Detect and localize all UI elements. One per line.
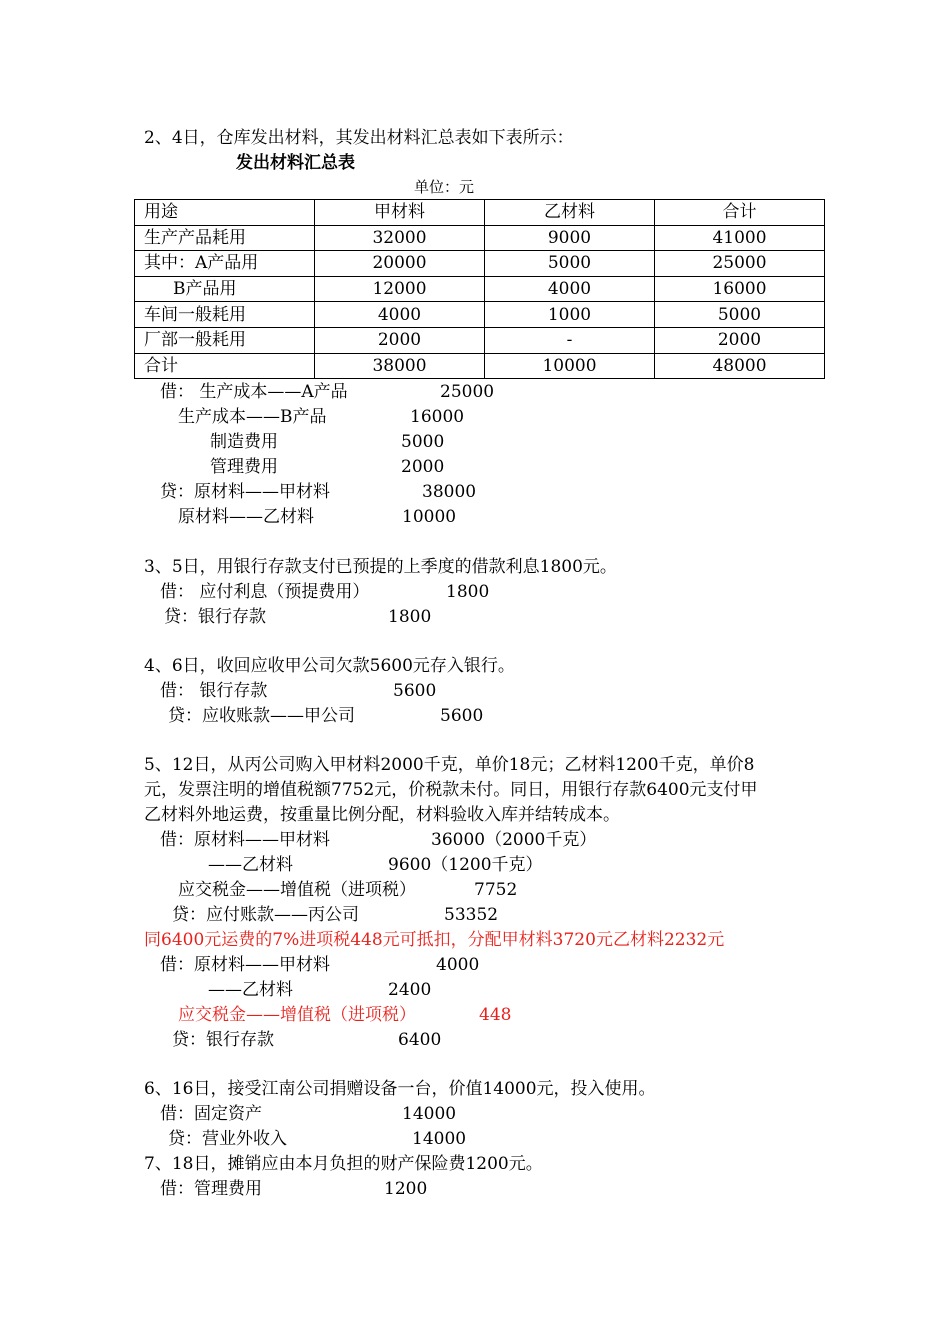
entry-amount: 1800 [388,607,432,627]
entry-amount: 14000 [412,1129,467,1149]
table-cell: 16000 [655,276,825,302]
table-cell: 38000 [315,353,485,379]
table-unit: 单位：元 [414,178,475,196]
table-cell: 2000 [655,327,825,353]
table-cell: 4000 [485,276,655,302]
section5-heading-line: 乙材料外地运费，按重量比例分配，材料验收入库并结转成本。 [144,805,620,825]
table-cell: B产品用 [135,276,315,302]
table-cell: 32000 [315,225,485,251]
entry-amount: 5600 [393,681,437,701]
entry-label: 贷：应付账款——丙公司 [172,905,359,925]
entry-label: 贷：银行存款 [164,607,266,627]
entry-amount: 2000 [401,457,445,477]
entry-label: 借： 应付利息（预提费用） [160,582,370,602]
table-cell: 5000 [655,302,825,328]
header-cell: 甲材料 [315,200,485,226]
entry-amount: 5000 [401,432,445,452]
entry-amount: 5600 [440,706,484,726]
table-row [135,302,825,328]
entry-amount: 6400 [398,1030,442,1050]
table-row [135,225,825,251]
table-cell: 41000 [655,225,825,251]
entry-label: 借： 银行存款 [160,681,268,701]
entry-label: ——乙材料 [208,980,293,1000]
materials-summary-table [134,199,825,379]
entry-amount: 53352 [444,905,499,925]
entry-amount: 16000 [410,407,465,427]
entry-label: 应交税金——增值税（进项税） [178,880,416,900]
entry-label: 借：管理费用 [160,1179,262,1199]
table-row [135,353,825,379]
table-cell: 其中：A产品用 [135,251,315,277]
table-cell: 48000 [655,353,825,379]
table-cell: 20000 [315,251,485,277]
entry-amount: 1800 [446,582,490,602]
entry-amount: 448 [479,1005,512,1025]
header-cell: 合计 [655,200,825,226]
entry-label: 借：原材料——甲材料 [160,955,330,975]
entry-amount: 36000（2000千克） [431,830,597,850]
entry-label: 贷：原材料——甲材料 [160,482,330,502]
table-cell: 2000 [315,327,485,353]
table-cell: 10000 [485,353,655,379]
entry-label: 贷：应收账款——甲公司 [168,706,355,726]
table-cell: 12000 [315,276,485,302]
section3-heading: 3、5日，用银行存款支付已预提的上季度的借款利息1800元。 [144,557,617,577]
entry-label: 生产成本——B产品 [178,407,327,427]
entry-amount: 14000 [402,1104,457,1124]
table-cell: 车间一般耗用 [135,302,315,328]
table-header-row [135,200,825,226]
table-cell: 1000 [485,302,655,328]
table-cell: 4000 [315,302,485,328]
entry-amount: 9600（1200千克） [388,855,543,875]
section4-heading: 4、6日，收回应收甲公司欠款5600元存入银行。 [144,656,515,676]
entry-amount: 10000 [402,507,457,527]
entry-amount: 7752 [474,880,518,900]
header-cell: 乙材料 [485,200,655,226]
entry-label: 借： 生产成本——A产品 [160,382,348,402]
table-title: 发出材料汇总表 [236,153,355,173]
entry-amount: 25000 [440,382,495,402]
section6-heading: 6、16日，接受江南公司捐赠设备一台，价值14000元，投入使用。 [144,1079,656,1099]
entry-label: 贷：营业外收入 [168,1129,287,1149]
entry-label: 应交税金——增值税（进项税） [178,1005,416,1025]
table-cell: 厂部一般耗用 [135,327,315,353]
table-row [135,276,825,302]
table-cell: 5000 [485,251,655,277]
header-cell: 用途 [135,200,315,226]
entry-label: 贷：银行存款 [172,1030,274,1050]
entry-label: 原材料——乙材料 [178,507,314,527]
entry-amount: 2400 [388,980,432,1000]
section5-heading-line: 元，发票注明的增值税额7752元，价税款未付。同日，用银行存款6400元支付甲 [144,780,758,800]
entry-label: 制造费用 [210,432,278,452]
entry-amount: 1200 [384,1179,428,1199]
table-row [135,251,825,277]
section7-heading: 7、18日，摊销应由本月负担的财产保险费1200元。 [144,1154,543,1174]
entry-label: 借：固定资产 [160,1104,262,1124]
entry-amount: 4000 [436,955,480,975]
table-cell: 合计 [135,353,315,379]
table-cell: 25000 [655,251,825,277]
entry-label: 管理费用 [210,457,278,477]
entry-label: 借：原材料——甲材料 [160,830,330,850]
table-cell: 生产产品耗用 [135,225,315,251]
table-cell: - [485,327,655,353]
table-row [135,327,825,353]
section2-heading: 2、4日，仓库发出材料，其发出材料汇总表如下表所示： [144,128,574,148]
entry-amount: 38000 [422,482,477,502]
entry-label: ——乙材料 [208,855,293,875]
table-cell: 9000 [485,225,655,251]
section5-heading-line: 5、12日，从丙公司购入甲材料2000千克，单价18元；乙材料1200千克，单价8 [144,755,755,775]
freight-tax-note: 同6400元运费的7%进项税448元可抵扣，分配甲材料3720元乙材料2232元 [144,930,725,950]
